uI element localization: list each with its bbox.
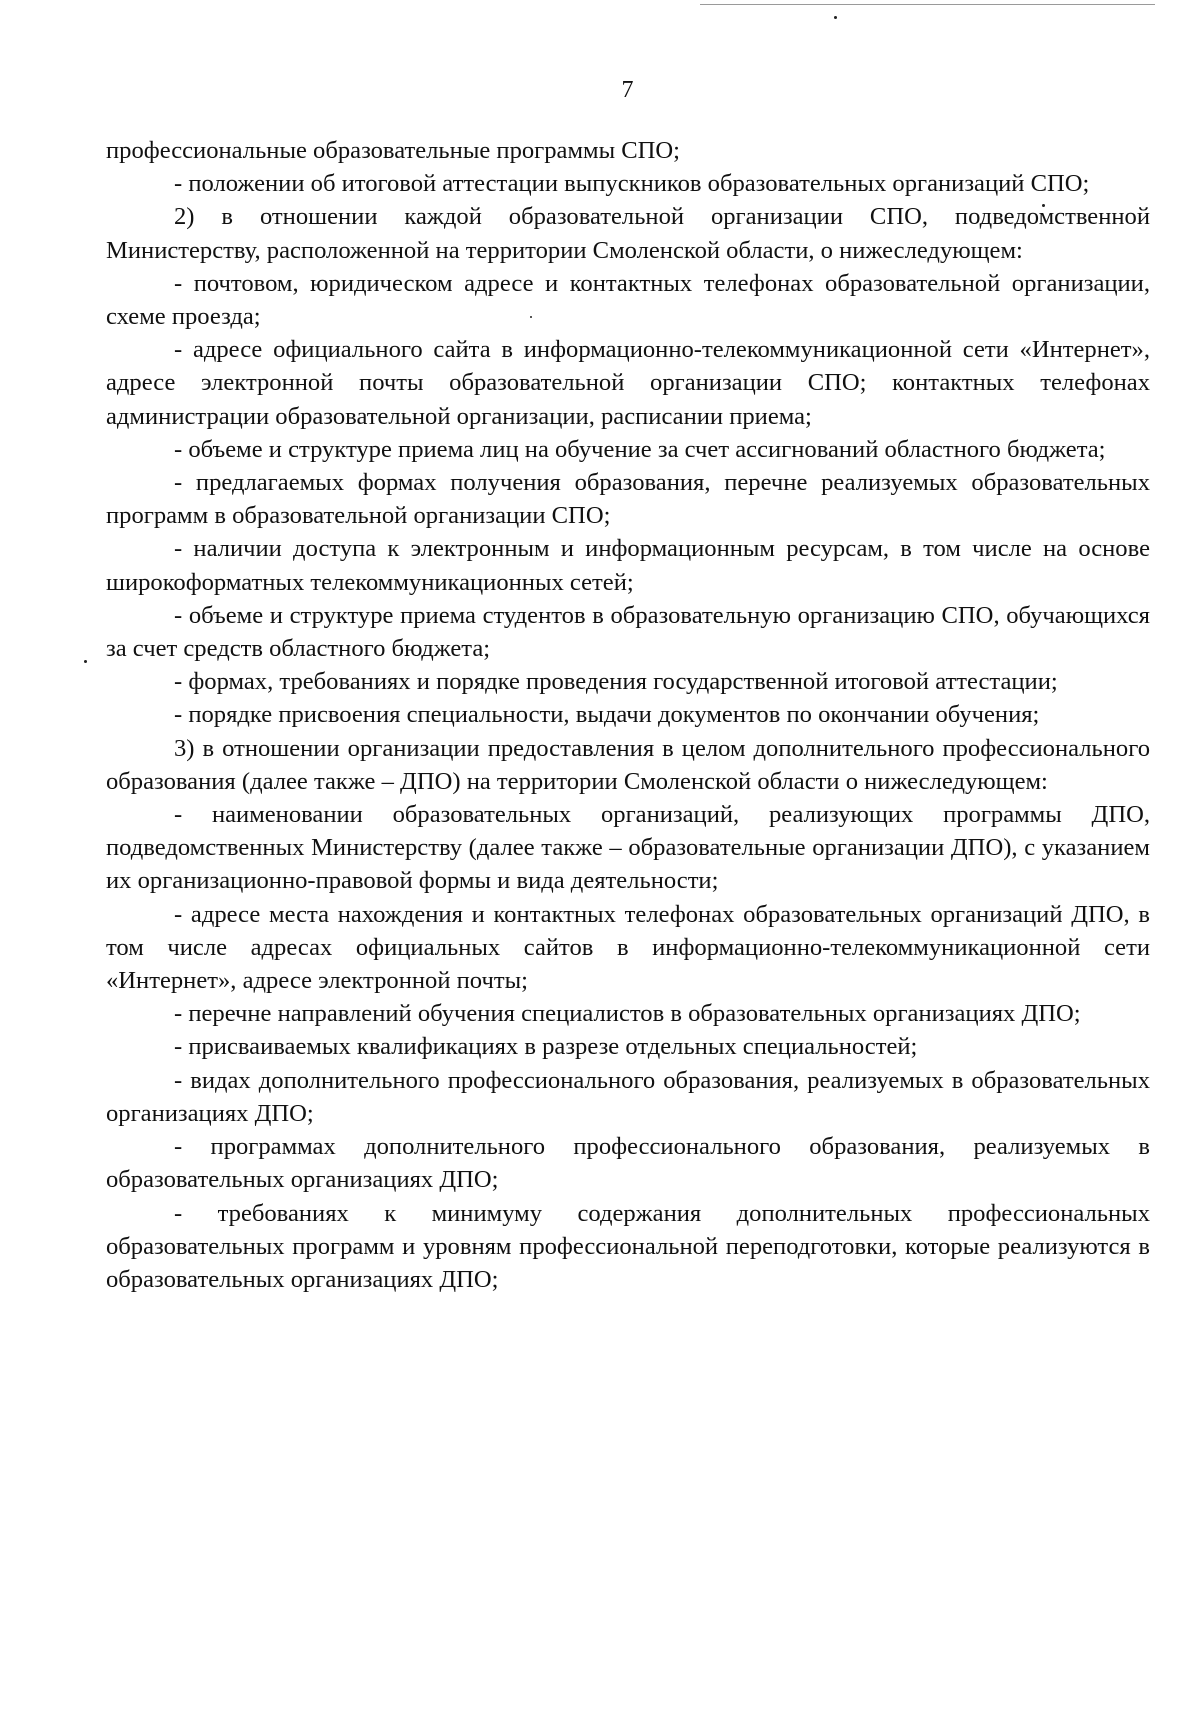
paragraph: - адресе места нахождения и контактных телефонах образовательных организаций ДПО, в том числе адресах официальных сайтов в информационно-телекоммуникационной сети «Интернет», адресе электронной почты; xyxy=(106,900,1150,995)
paragraph: - объеме и структуре приема студентов в образовательную организацию СПО, обучающихся за счет средств областного бюджета; xyxy=(106,601,1150,663)
paragraph: - присваиваемых квалификациях в разрезе отдельных специальностей; xyxy=(174,1033,918,1061)
paragraph: - видах дополнительного профессионального образования, реализуемых в образовательных организациях ДПО; xyxy=(106,1066,1150,1127)
paragraph: - наименовании образовательных организаций, реализующих программы ДПО, подведомственных Министерству (далее также – образовательные организации ДПО), с указанием их организационно-правовой формы и вида деятельности; xyxy=(106,801,1150,895)
paragraph: - программах дополнительного профессионального образования, реализуемых в образовательных организациях ДПО; xyxy=(106,1133,1150,1194)
paragraph: - формах, требованиях и порядке проведения государственной итоговой аттестации; xyxy=(174,668,1058,696)
paragraph: - требованиях к минимуму содержания дополнительных профессиональных образовательных программ и уровням профессиональной переподготовки, которые реализуются в образовательных организациях ДПО; xyxy=(106,1199,1150,1293)
paragraph: - объеме и структуре приема лиц на обучение за счет ассигнований областного бюджета; xyxy=(174,435,1106,463)
paragraph: - почтовом, юридическом адресе и контактных телефонах образовательной организации, схеме проезда; xyxy=(106,269,1150,331)
paragraph: 3) в отношении организации предоставления в целом дополнительного профессионального образования (далее также – ДПО) на территории Смоленской области о нижеследующем: xyxy=(106,734,1150,795)
paragraph: - предлагаемых формах получения образования, перечне реализуемых образовательных программ в образовательной организации СПО; xyxy=(106,469,1150,530)
page-number: 7 xyxy=(621,77,634,103)
scan-edge-line xyxy=(700,4,1155,5)
paragraph: 2) в отношении каждой образовательной организации СПО, подведомственной Министерству, расположенной на территории Смоленской области, о нижеследующем: xyxy=(106,203,1150,264)
paragraph: - перечне направлений обучения специалистов в образовательных организациях ДПО; xyxy=(174,1000,1081,1028)
scan-speck xyxy=(834,16,837,19)
paragraph: - адресе официального сайта в информационно-телекоммуникационной сети «Интернет», адресе электронной почты образовательной организации СПО; контактных телефонах администрации образовательной организации, расписании приема; xyxy=(106,336,1150,430)
document-body xyxy=(106,134,1150,1296)
paragraph: - положении об итоговой аттестации выпускников образовательных организаций СПО; xyxy=(174,170,1090,198)
scan-speck xyxy=(84,660,87,663)
paragraph: - порядке присвоения специальности, выдачи документов по окончании обучения; xyxy=(174,701,1040,729)
paragraph: профессиональные образовательные программы СПО; xyxy=(106,137,681,164)
paragraph: - наличии доступа к электронным и информационным ресурсам, в том числе на основе широкоформатных телекоммуникационных сетей; xyxy=(106,535,1150,596)
